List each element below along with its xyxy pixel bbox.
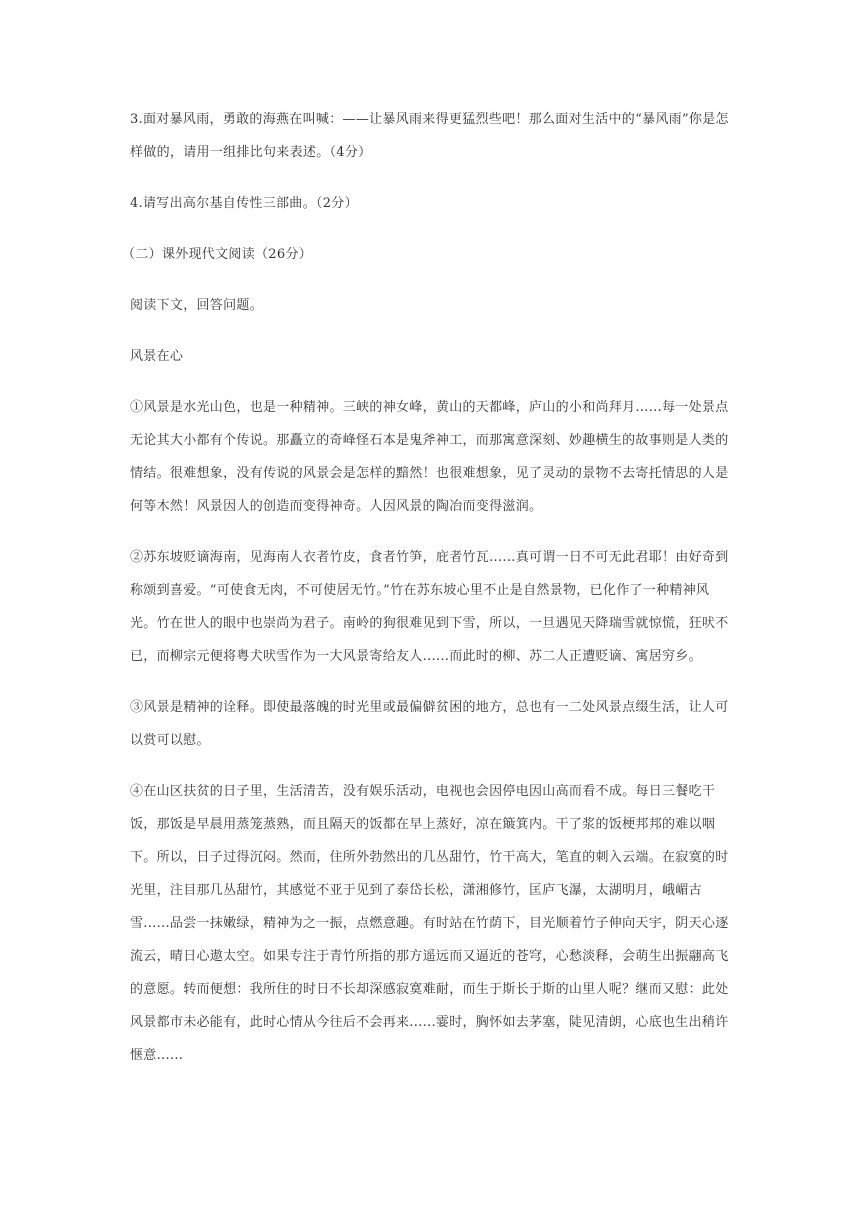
question-3: 3.面对暴风雨，勇敢的海燕在叫喊：——让暴风雨来得更猛烈些吧！那么面对生活中的“暴风雨”你是怎样做的，请用一组排比句来表述。（4分） xyxy=(130,112,729,160)
spacer xyxy=(130,757,735,775)
spacer xyxy=(130,271,735,289)
essay-paragraph-3: ③风景是精神的诠释。即使最落魄的时光里或最偏僻贫困的地方，总也有一二处风景点缀生活，让人可以赏可以慰。 xyxy=(130,700,729,748)
reading-instruction: 阅读下文，回答问题。 xyxy=(130,298,264,313)
spacer xyxy=(130,523,735,541)
spacer xyxy=(130,220,735,238)
essay-paragraph-1: ①风景是水光山色，也是一种精神。三峡的神女峰，黄山的天都峰，庐山的小和尚拜月......每一处景点无论其大小都有个传说。那矗立的奇峰怪石本是鬼斧神工，而那寓意深刻、妙趣横生的故事则是人类的情结。很难想象，没有传说的风景会是怎样的黯然！也很难想象，见了灵动的景物不去寄托情思的人是何等木然！风景因人的创造而变得神奇。人因风景的陶冶而变得滋润。 xyxy=(130,400,729,514)
top-margin xyxy=(130,0,735,103)
document-page xyxy=(122,0,735,1072)
spacer xyxy=(130,169,735,187)
essay-title: 风景在心 xyxy=(130,349,184,364)
essay-paragraph-2: ②苏东坡贬谪海南，见海南人衣者竹皮，食者竹笋，庇者竹瓦......真可谓一日不可无此君耶！由好奇到称颂到喜爱。“可使食无肉，不可使居无竹。”竹在苏东坡心里不止是自然景物，已化作了一种精神风光。竹在世人的眼中也崇尚为君子。南岭的狗很难见到下雪，所以，一旦遇见天降瑞雪就惊慌，狂吠不已，而柳宗元便将粤犬吠雪作为一大风景寄给友人......而此时的柳、苏二人正遭贬谪、寓居穷乡。 xyxy=(130,550,729,664)
spacer xyxy=(130,673,735,691)
essay-paragraph-4: ④在山区扶贫的日子里，生活清苦，没有娱乐活动，电视也会因停电因山高而看不成。每日三餐吃干饭，那饭是早晨用蒸笼蒸熟，而且隔天的饭都在早上蒸好，凉在簸箕内。干了浆的饭梗邦邦的难以咽下。所以，日子过得沉闷。然而，住所外勃然出的几丛甜竹，竹干高大，笔直的刺入云端。在寂寞的时光里，注目那几丛甜竹，其感觉不亚于见到了泰岱长松，潇湘修竹，匡庐飞瀑，太湖明月，峨嵋古雪......品尝一抹嫩绿，精神为之一振，点燃意趣。有时站在竹荫下，目光顺着竹子伸向天宇，阴天心逐流云，晴日心遨太空。如果专注于青竹所指的那方遥远而又逼近的苍穹，心愁淡释，会萌生出振翮高飞的意愿。转而便想：我所住的时日不长却深感寂寞难耐，而生于斯长于斯的山里人呢？继而又慰：此处风景都市未必能有，此时心情从今往后不会再来......霎时，胸怀如去茅塞，陡见清朗，心底也生出稍许惬意...... xyxy=(130,784,729,1063)
spacer xyxy=(130,322,735,340)
section-heading: （二）课外现代文阅读（26分） xyxy=(122,247,313,262)
spacer xyxy=(130,373,735,391)
question-4: 4.请写出高尔基自传性三部曲。（2分） xyxy=(130,196,358,211)
